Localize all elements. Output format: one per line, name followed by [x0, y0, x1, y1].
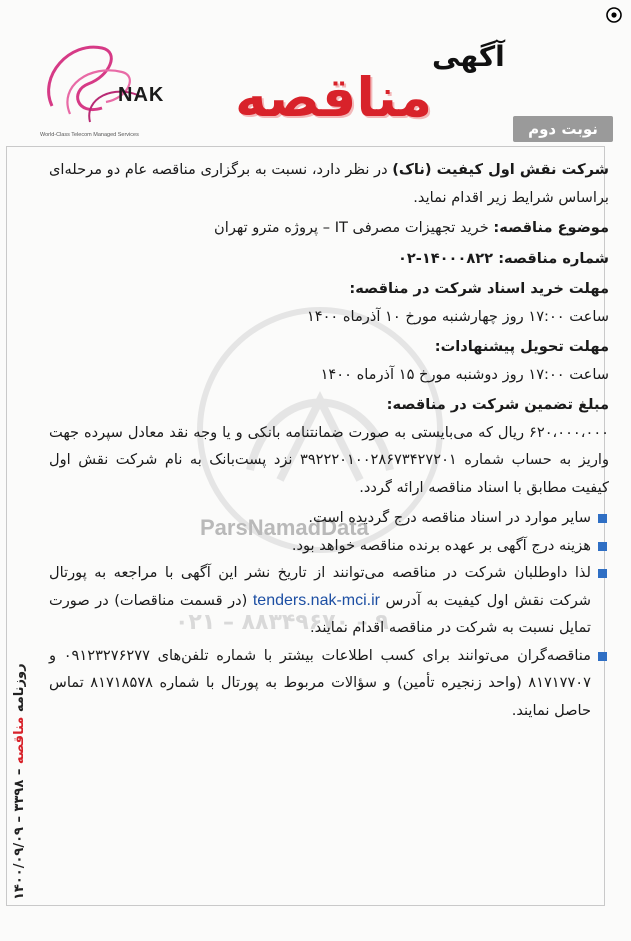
intro-text: در نظر دارد، نسبت به برگزاری مناقصه عام دو مرحله‌ای براساس شرایط زیر اقدام نماید. [49, 161, 609, 206]
subject-label: موضوع مناقصه: [493, 219, 609, 236]
docs-deadline-value: ساعت ۱۷:۰۰ روز چهارشنبه مورخ ۱۰ آذرماه ۱۴۰۰ [306, 307, 609, 325]
tender-number-label: شماره مناقصه: [498, 249, 609, 267]
offers-deadline-heading: مهلت تحویل پیشنهادات: [434, 338, 609, 355]
notice-body [49, 156, 609, 724]
intro-paragraph [49, 156, 609, 211]
guarantee-paragraph [49, 419, 609, 502]
subject-line [49, 214, 609, 242]
bullet-ad-cost: هزینه درج آگهی بر عهده برنده مناقصه خواهد بود. [49, 532, 609, 560]
offers-deadline-value: ساعت ۱۷:۰۰ روز دوشنبه مورخ ۱۵ آذرماه ۱۴۰۰ [320, 365, 609, 383]
paper-name: مناقصه [12, 716, 27, 765]
guarantee-heading: مبلغ تضمین شرکت در مناقصه: [386, 396, 609, 413]
bullet-portal [49, 559, 609, 642]
paper-prefix: روزنامه [12, 663, 27, 717]
portal-text-2: (در قسمت مناقصات) در صورت تمایل نسبت به شرکت در مناقصه اقدام نمایند. [49, 591, 591, 636]
newspaper-reference [12, 663, 27, 900]
tender-number-line [49, 245, 609, 273]
tender-number-value: ۱۴۰۰۰۸۲۲-۰۲ [397, 249, 499, 267]
title-small: آگهی [432, 40, 505, 73]
watermark-phone: ۰۲۱ – ۸۸۳۴۹۶۷۰ – ۹ [175, 610, 389, 635]
company-name: شرکت نقش اول کیفیت (ناک) [392, 161, 609, 178]
watermark-url: ParsNamadData [200, 515, 369, 540]
portal-link[interactable]: tenders.nak-mci.ir [252, 591, 381, 609]
logo-brand-text: NAK [118, 84, 165, 106]
account-number: ۳۹۲۲۲۰۱۰۰۲۸۶۷۳۴۲۷۲۰۱ [299, 451, 457, 468]
subject-value: خرید تجهیزات مصرفی IT – پروژه مترو تهران [214, 219, 494, 236]
bullet-contact: مناقصه‌گران می‌توانند برای کسب اطلاعات بیشتر با شماره تلفن‌های ۰۹۱۲۳۲۷۶۲۷۷ و ۸۱۷۱۷۷۰۷ (واحد زنجیره تأمین) و سؤالات مربوط به پورتال با شماره ۸۱۷۱۸۵۷۸ تماس حاصل نمایند. [49, 642, 609, 725]
docs-deadline-heading: مهلت خرید اسناد شرکت در مناقصه: [349, 280, 609, 297]
round-badge: نوبت دوم [513, 116, 613, 142]
nak-logo [40, 36, 210, 136]
page-title: مناقصه [235, 66, 433, 129]
portal-text-1: لذا داوطلبان شرکت در مناقصه می‌توانند از تاریخ نشر این آگهی با مراجعه به پورتال شرکت نقش اول کیفیت به آدرس [49, 564, 591, 609]
registration-mark-icon [605, 6, 623, 24]
paper-issue-date: – ۳۳۹۸ – ۱۴۰۰/۰۹/۰۹ [12, 764, 27, 900]
logo-tagline: World-Class Telecom Managed Services [40, 132, 139, 138]
bullet-other-items: سایر موارد در اسناد مناقصه درج گردیده است. [49, 504, 609, 532]
guarantee-text-1: ۶۲۰،۰۰۰،۰۰۰ ریال که می‌بایستی به صورت ضمانتنامه بانکی و یا وجه نقد معادل سپرده جهت واریز به حساب شماره [49, 423, 609, 468]
guarantee-text-2: نزد پست‌بانک به نام شرکت نقش اول کیفیت مطابق با اسناد مناقصه ارائه گردد. [49, 451, 609, 496]
